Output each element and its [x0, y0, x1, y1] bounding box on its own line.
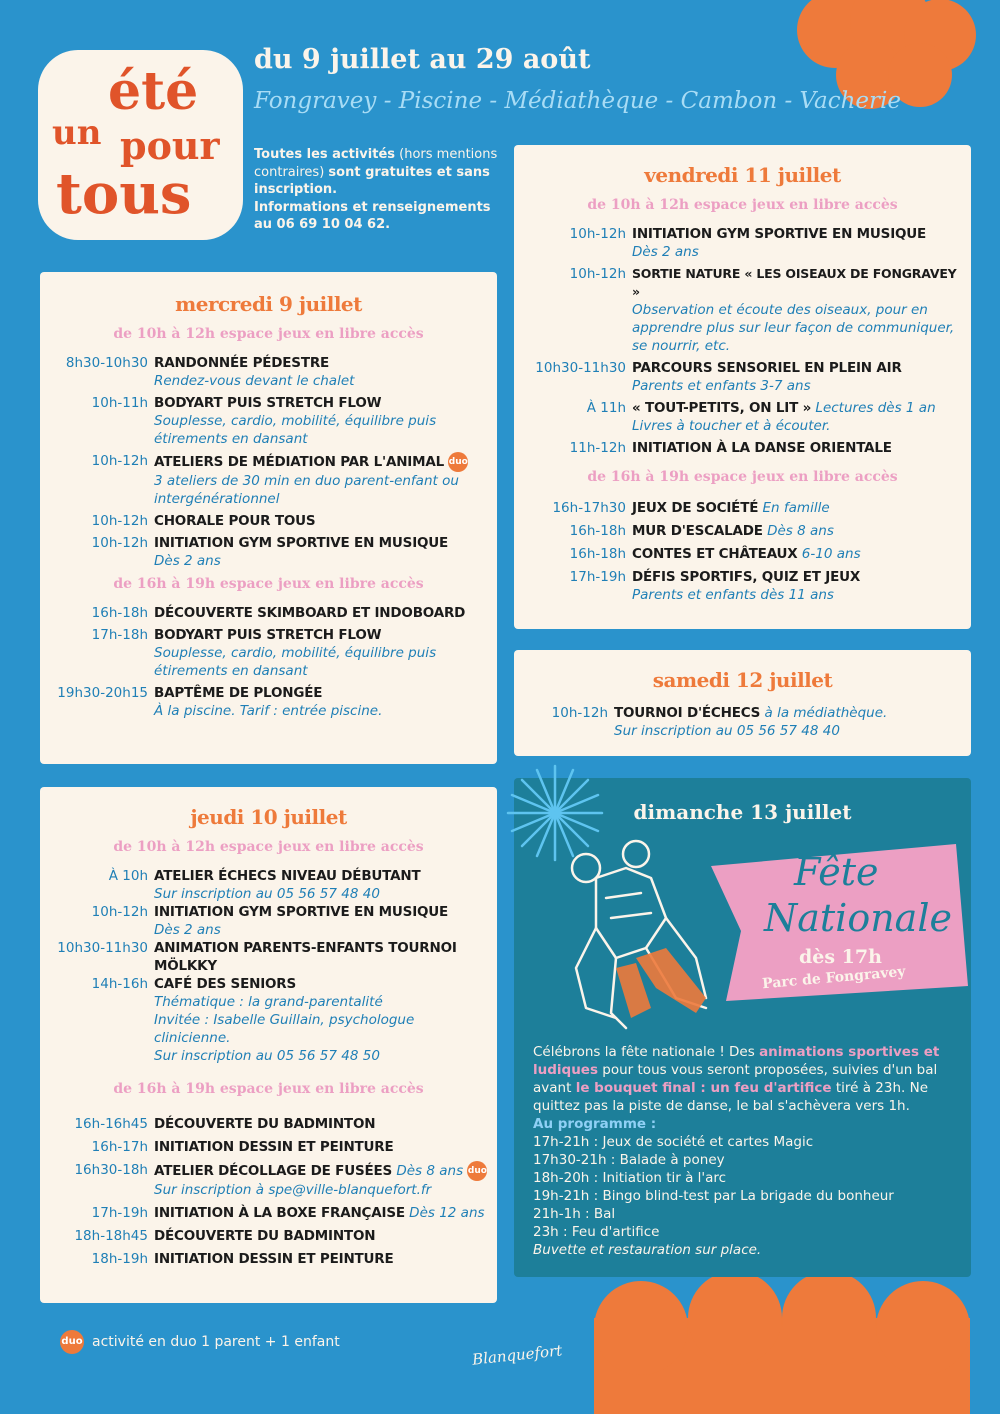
activity-detail: Souplesse, cardio, mobilité, équilibre puis étirements en dansant: [154, 413, 437, 447]
time: À 10h: [108, 868, 148, 884]
footnote: Buvette et restauration sur place.: [533, 1242, 762, 1258]
duo-badge: duo: [448, 452, 468, 472]
activity-name: TOURNOI D'ÉCHECS: [614, 705, 761, 721]
schedule-row: [52, 903, 489, 939]
time: 10h-12h: [569, 266, 626, 282]
programme-label: Au programme :: [533, 1116, 657, 1132]
card-wednesday: [40, 272, 497, 764]
text: Célébrons la fête nationale ! Des: [533, 1044, 760, 1060]
time: 10h-12h: [551, 705, 608, 721]
activity-detail: Dès 2 ans: [632, 244, 699, 260]
schedule-afternoon: [514, 499, 971, 604]
logo-tous: tous: [56, 161, 192, 227]
date-range: du 9 juillet au 29 août: [254, 44, 591, 75]
activity-name: INITIATION GYM SPORTIVE EN MUSIQUE: [154, 535, 449, 551]
programme-item: 19h-21h : Bingo blind-test par La brigade du bonheur: [533, 1188, 894, 1204]
activity-name: INITIATION GYM SPORTIVE EN MUSIQUE: [632, 226, 927, 242]
time: 11h-12h: [569, 440, 626, 456]
activity-inline: En famille: [758, 500, 830, 516]
activity-name: INITIATION À LA BOXE FRANÇAISE: [154, 1205, 405, 1221]
activity-detail: À la piscine. Tarif : entrée piscine.: [154, 703, 383, 719]
schedule-row: [524, 225, 963, 261]
programme-item: 23h : Feu d'artifice: [533, 1224, 660, 1240]
time: 16h-17h30: [552, 500, 626, 516]
activity-detail: Livres à toucher et à écouter.: [632, 418, 831, 434]
activity-inline: Dès 8 ans: [762, 523, 834, 539]
activity-inline: Lectures dès 1 an: [811, 400, 936, 416]
activity-name: INITIATION DESSIN ET PEINTURE: [154, 1251, 394, 1267]
highlight: le bouquet final : un feu d'artifice: [575, 1080, 832, 1096]
schedule-row: [52, 604, 489, 622]
time: 8h30-10h30: [65, 355, 148, 371]
day-title: dimanche 13 juillet: [633, 800, 852, 824]
activity-detail: Dès 2 ans: [154, 922, 221, 938]
time: 17h-18h: [91, 627, 148, 643]
day-title: samedi 12 juillet: [652, 668, 833, 692]
day-title: jeudi 10 juillet: [190, 805, 347, 829]
activity-name: JEUX DE SOCIÉTÉ: [632, 500, 759, 516]
schedule-row: [52, 975, 489, 1065]
duo-legend: [60, 1330, 340, 1354]
schedule-row: [524, 399, 963, 435]
activity-name: BODYART PUIS STRETCH FLOW: [154, 627, 382, 643]
activity-inline: 6-10 ans: [797, 546, 861, 562]
activity-inline: Dès 8 ans: [392, 1163, 464, 1179]
time: 10h-12h: [91, 453, 148, 469]
card-saturday: [514, 650, 971, 756]
sunday-description: [533, 1043, 953, 1259]
schedule-row: [52, 452, 489, 508]
schedule-afternoon: [40, 1115, 497, 1268]
day-title: mercredi 9 juillet: [175, 292, 362, 316]
legend-text: activité en duo 1 parent + 1 enfant: [92, 1334, 340, 1350]
info-bold-2: sont gratuites et sans inscription.: [254, 164, 490, 197]
info-bold-3: Informations et renseignements au 06 69 10 04 62.: [254, 199, 491, 232]
day-title: vendredi 11 juillet: [644, 163, 841, 187]
schedule-afternoon: [40, 604, 497, 720]
banner-time: dès 17h: [799, 946, 882, 968]
duo-badge: duo: [467, 1161, 487, 1181]
time: 10h-12h: [91, 535, 148, 551]
logo-pour: pour: [120, 123, 220, 168]
schedule-row: [524, 439, 963, 457]
info-bold-1: Toutes les activités: [254, 147, 396, 162]
text: tiré à 23h. Ne quittez pas la piste de danse, le bal s'achèvera vers 1h.: [533, 1080, 929, 1114]
schedule-row: [514, 704, 971, 740]
text: pour tous vous seront proposées, suivies d'un bal avant: [533, 1062, 938, 1096]
schedule-row: [52, 684, 489, 720]
activity-name: INITIATION À LA DANSE ORIENTALE: [632, 440, 892, 456]
slot-title: de 16h à 19h espace jeux en libre accès: [113, 1081, 424, 1097]
schedule-row: [52, 1250, 489, 1268]
activity-detail: Rendez-vous devant le chalet: [154, 373, 355, 389]
slot-title: de 16h à 19h espace jeux en libre accès: [113, 576, 424, 592]
time: À 11h: [586, 400, 626, 416]
activity-detail: Souplesse, cardio, mobilité, équilibre puis étirements en dansant: [154, 645, 437, 679]
card-sunday: [514, 778, 971, 1277]
activity-detail: Sur inscription au 05 56 57 48 40: [154, 886, 380, 902]
slot-title: de 10h à 12h espace jeux en libre accès: [113, 326, 424, 342]
schedule-row: [52, 1115, 489, 1133]
duo-badge: duo: [60, 1330, 84, 1354]
orange-wave-decoration: [594, 1268, 970, 1414]
time: 10h30-11h30: [57, 940, 148, 956]
schedule-row: [52, 1138, 489, 1156]
activity-name: SORTIE NATURE « LES OISEAUX DE FONGRAVEY »: [632, 266, 957, 299]
time: 10h-11h: [91, 395, 148, 411]
time: 19h30-20h15: [57, 685, 148, 701]
activity-name: INITIATION GYM SPORTIVE EN MUSIQUE: [154, 904, 449, 920]
activity-name: ANIMATION PARENTS-ENFANTS TOURNOI MÖLKKY: [154, 940, 457, 974]
schedule-row: [52, 626, 489, 680]
activity-name: DÉCOUVERTE DU BADMINTON: [154, 1116, 376, 1132]
schedule-row: [524, 265, 963, 355]
slot-title: de 16h à 19h espace jeux en libre accès: [587, 469, 898, 485]
activity-name: ATELIER DÉCOLLAGE DE FUSÉES: [154, 1163, 393, 1179]
time: 16h-16h45: [74, 1116, 148, 1132]
card-thursday: [40, 787, 497, 1303]
logo: [38, 50, 243, 240]
activity-detail: Thématique : la grand-parentalité Invitée : Isabelle Guillain, psychologue clinicienne. Sur inscription au 05 56 57 48 50: [154, 994, 415, 1064]
activity-name: DÉCOUVERTE SKIMBOARD ET INDOBOARD: [154, 605, 466, 621]
schedule-row: [52, 534, 489, 570]
activity-inline: Dès 12 ans: [404, 1205, 485, 1221]
time: 17h-19h: [91, 1205, 148, 1221]
info-text: [254, 146, 504, 234]
activity-name: BAPTÊME DE PLONGÉE: [154, 685, 323, 701]
activity-name: CHORALE POUR TOUS: [154, 513, 316, 529]
logo-ete: été: [108, 61, 199, 122]
activity-detail: Sur inscription à spe@ville-blanquefort.fr: [154, 1182, 432, 1198]
schedule-row: [52, 1204, 489, 1222]
banner-fete: Fête: [794, 850, 879, 894]
activity-name: « TOUT-PETITS, ON LIT »: [632, 400, 812, 416]
schedule-row: [524, 568, 963, 604]
schedule-row: [52, 1161, 489, 1199]
activity-detail: Dès 2 ans: [154, 553, 221, 569]
activity-name: ATELIERS DE MÉDIATION PAR L'ANIMAL: [154, 454, 445, 470]
banner-nationale: Nationale: [764, 896, 952, 940]
time: 17h-19h: [569, 569, 626, 585]
time: 14h-16h: [91, 976, 148, 992]
schedule-morning: [40, 354, 497, 570]
time: 18h-19h: [91, 1251, 148, 1267]
activity-name: CONTES ET CHÂTEAUX: [632, 546, 798, 562]
schedule-row: [524, 545, 963, 563]
activity-name: ATELIER ÉCHECS NIVEAU DÉBUTANT: [154, 868, 421, 884]
time: 16h-18h: [569, 546, 626, 562]
activity-name: DÉFIS SPORTIFS, QUIZ ET JEUX: [632, 569, 861, 585]
activity-detail: Parents et enfants 3-7 ans: [632, 378, 811, 394]
activity-name: MUR D'ESCALADE: [632, 523, 763, 539]
time: 16h-17h: [91, 1139, 148, 1155]
activity-name: INITIATION DESSIN ET PEINTURE: [154, 1139, 394, 1155]
slot-title: de 10h à 12h espace jeux en libre accès: [113, 839, 424, 855]
places-list: Fongravey - Piscine - Médiathèque - Cambon - Vacherie: [254, 88, 902, 114]
info-normal-1: (hors mentions contraires): [254, 147, 498, 180]
signature-logo: Blanquefort: [471, 1341, 564, 1369]
schedule-row: [524, 499, 963, 517]
activity-inline: à la médiathèque.: [760, 705, 888, 721]
programme-item: 17h-21h : Jeux de société et cartes Magic: [533, 1134, 814, 1150]
time: 18h-18h45: [74, 1228, 148, 1244]
slot-title: de 10h à 12h espace jeux en libre accès: [587, 197, 898, 213]
time: 10h-12h: [569, 226, 626, 242]
activity-name: RANDONNÉE PÉDESTRE: [154, 355, 330, 371]
programme-item: 21h-1h : Bal: [533, 1206, 616, 1222]
time: 10h-12h: [91, 904, 148, 920]
highlight: animations sportives et ludiques: [533, 1044, 940, 1078]
programme-item: 18h-20h : Initiation tir à l'arc: [533, 1170, 727, 1186]
time: 10h30-11h30: [535, 360, 626, 376]
schedule-row: [52, 1227, 489, 1245]
activity-name: PARCOURS SENSORIEL EN PLEIN AIR: [632, 360, 902, 376]
schedule-morning: [514, 225, 971, 457]
schedule-row: [52, 512, 489, 530]
schedule-row: [524, 359, 963, 395]
card-friday: [514, 145, 971, 629]
schedule-row: [52, 939, 489, 975]
programme-item: 17h30-21h : Balade à poney: [533, 1152, 725, 1168]
time: 10h-12h: [91, 513, 148, 529]
activity-detail: Sur inscription au 05 56 57 48 40: [614, 723, 840, 739]
schedule-morning: [40, 867, 497, 1065]
time: 16h-18h: [91, 605, 148, 621]
schedule-row: [52, 394, 489, 448]
banner-place: Parc de Fongravey: [761, 963, 907, 993]
activity-name: DÉCOUVERTE DU BADMINTON: [154, 1228, 376, 1244]
schedule-row: [52, 354, 489, 390]
activity-name: CAFÉ DES SENIORS: [154, 976, 297, 992]
schedule-row: [524, 522, 963, 540]
activity-detail: 3 ateliers de 30 min en duo parent-enfant ou intergénérationnel: [154, 473, 459, 507]
activity-detail: Parents et enfants dès 11 ans: [632, 587, 834, 603]
logo-un: un: [52, 113, 102, 153]
time: 16h-18h: [569, 523, 626, 539]
time: 16h30-18h: [74, 1162, 148, 1178]
activity-detail: Observation et écoute des oiseaux, pour en apprendre plus sur leur façon de communiquer, se nourrir, etc.: [632, 302, 955, 354]
schedule-row: [52, 867, 489, 903]
activity-name: BODYART PUIS STRETCH FLOW: [154, 395, 382, 411]
